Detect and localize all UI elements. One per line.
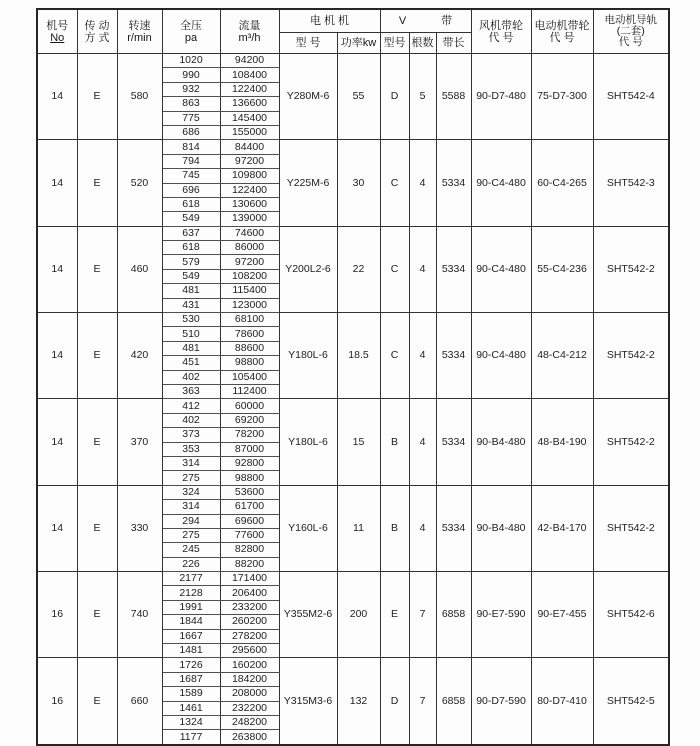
table-row: [37, 658, 669, 672]
cell-machine-no: 14: [37, 140, 77, 226]
header-vbelt-length: 带长: [436, 33, 471, 54]
cell-speed: 660: [117, 658, 162, 745]
cell-pressure: 549: [162, 269, 220, 283]
header-motor-model: 型 号: [279, 33, 337, 54]
cell-pressure: 579: [162, 255, 220, 269]
cell-motor-pulley-code: 42-B4-170: [531, 485, 593, 571]
cell-flow: 233200: [220, 600, 279, 614]
cell-pressure: 863: [162, 97, 220, 111]
cell-speed: 460: [117, 226, 162, 312]
cell-flow: 86000: [220, 241, 279, 255]
header-motor-rail: 电动机导轨 (二套) 代 号: [593, 9, 669, 54]
cell-flow: 69200: [220, 413, 279, 427]
cell-motor-pulley-code: 90-E7-455: [531, 572, 593, 658]
cell-flow: 208000: [220, 687, 279, 701]
cell-belt-count: 5: [409, 54, 436, 140]
cell-flow: 97200: [220, 255, 279, 269]
cell-fan-pulley-code: 90-C4-480: [471, 140, 531, 226]
cell-flow: 74600: [220, 226, 279, 240]
cell-motor-pulley-code: 48-C4-212: [531, 313, 593, 399]
cell-rail-code: SHT542-2: [593, 226, 669, 312]
cell-flow: 295600: [220, 644, 279, 658]
table-row: [37, 313, 669, 327]
cell-motor-model: Y160L-6: [279, 485, 337, 571]
table-row: [37, 226, 669, 240]
cell-motor-power: 15: [337, 399, 380, 485]
cell-belt-length: 6858: [436, 572, 471, 658]
cell-transmission: E: [77, 485, 117, 571]
table-row: [37, 572, 669, 586]
cell-motor-power: 22: [337, 226, 380, 312]
header-transmission: 传 动 方 式: [77, 9, 117, 54]
cell-rail-code: SHT542-6: [593, 572, 669, 658]
cell-pressure: 775: [162, 111, 220, 125]
cell-transmission: E: [77, 313, 117, 399]
cell-speed: 740: [117, 572, 162, 658]
cell-flow: 108200: [220, 269, 279, 283]
cell-pressure: 932: [162, 82, 220, 96]
cell-rail-code: SHT542-2: [593, 399, 669, 485]
cell-flow: 97200: [220, 154, 279, 168]
cell-belt-count: 4: [409, 485, 436, 571]
cell-flow: 155000: [220, 125, 279, 139]
table-row: [37, 399, 669, 413]
cell-pressure: 353: [162, 442, 220, 456]
cell-pressure: 481: [162, 284, 220, 298]
cell-flow: 139000: [220, 212, 279, 226]
cell-belt-length: 5334: [436, 399, 471, 485]
header-speed: 转速 r/min: [117, 9, 162, 54]
cell-machine-no: 14: [37, 54, 77, 140]
cell-pressure: 530: [162, 313, 220, 327]
cell-motor-power: 30: [337, 140, 380, 226]
cell-flow: 61700: [220, 500, 279, 514]
cell-belt-model: C: [380, 140, 409, 226]
cell-belt-model: E: [380, 572, 409, 658]
cell-speed: 370: [117, 399, 162, 485]
cell-motor-model: Y225M-6: [279, 140, 337, 226]
cell-motor-power: 11: [337, 485, 380, 571]
cell-belt-count: 4: [409, 399, 436, 485]
cell-belt-count: 4: [409, 313, 436, 399]
cell-speed: 520: [117, 140, 162, 226]
cell-belt-length: 6858: [436, 658, 471, 745]
cell-pressure: 696: [162, 183, 220, 197]
cell-transmission: E: [77, 226, 117, 312]
cell-transmission: E: [77, 140, 117, 226]
cell-pressure: 1177: [162, 730, 220, 745]
cell-speed: 580: [117, 54, 162, 140]
cell-motor-pulley-code: 75-D7-300: [531, 54, 593, 140]
cell-pressure: 402: [162, 370, 220, 384]
cell-rail-code: SHT542-2: [593, 313, 669, 399]
cell-flow: 78200: [220, 428, 279, 442]
cell-pressure: 794: [162, 154, 220, 168]
cell-belt-model: C: [380, 313, 409, 399]
cell-pressure: 745: [162, 169, 220, 183]
cell-speed: 420: [117, 313, 162, 399]
table-row: [37, 140, 669, 154]
cell-flow: 112400: [220, 384, 279, 398]
cell-pressure: 275: [162, 471, 220, 485]
header-vbelt-model: 型号: [380, 33, 409, 54]
cell-flow: 98800: [220, 471, 279, 485]
cell-pressure: 363: [162, 384, 220, 398]
cell-flow: 206400: [220, 586, 279, 600]
cell-pressure: 1589: [162, 687, 220, 701]
cell-belt-length: 5334: [436, 226, 471, 312]
header-vbelt-group: V 带: [380, 9, 471, 33]
cell-pressure: 275: [162, 528, 220, 542]
cell-transmission: E: [77, 572, 117, 658]
cell-fan-pulley-code: 90-D7-480: [471, 54, 531, 140]
cell-flow: 60000: [220, 399, 279, 413]
cell-flow: 82800: [220, 543, 279, 557]
cell-pressure: 412: [162, 399, 220, 413]
cell-transmission: E: [77, 658, 117, 745]
cell-belt-model: B: [380, 399, 409, 485]
cell-pressure: 226: [162, 557, 220, 571]
cell-pressure: 637: [162, 226, 220, 240]
cell-flow: 248200: [220, 715, 279, 729]
cell-pressure: 1020: [162, 54, 220, 68]
cell-machine-no: 16: [37, 658, 77, 745]
cell-rail-code: SHT542-4: [593, 54, 669, 140]
cell-belt-model: B: [380, 485, 409, 571]
cell-machine-no: 14: [37, 313, 77, 399]
cell-fan-pulley-code: 90-B4-480: [471, 485, 531, 571]
cell-motor-pulley-code: 80-D7-410: [531, 658, 593, 745]
header-pressure: 全压 pa: [162, 9, 220, 54]
header-motor-pulley: 电动机带轮 代 号: [531, 9, 593, 54]
cell-machine-no: 16: [37, 572, 77, 658]
cell-belt-count: 7: [409, 572, 436, 658]
cell-pressure: 1667: [162, 629, 220, 643]
cell-flow: 109800: [220, 169, 279, 183]
cell-belt-model: D: [380, 54, 409, 140]
cell-fan-pulley-code: 90-B4-480: [471, 399, 531, 485]
cell-flow: 260200: [220, 615, 279, 629]
cell-pressure: 431: [162, 298, 220, 312]
cell-flow: 171400: [220, 572, 279, 586]
cell-flow: 232200: [220, 701, 279, 715]
cell-motor-model: Y280M-6: [279, 54, 337, 140]
cell-rail-code: SHT542-3: [593, 140, 669, 226]
cell-transmission: E: [77, 54, 117, 140]
cell-belt-model: D: [380, 658, 409, 745]
cell-flow: 108400: [220, 68, 279, 82]
table-row: [37, 485, 669, 499]
cell-pressure: 1687: [162, 672, 220, 686]
cell-pressure: 314: [162, 500, 220, 514]
cell-flow: 145400: [220, 111, 279, 125]
cell-motor-pulley-code: 55-C4-236: [531, 226, 593, 312]
cell-flow: 115400: [220, 284, 279, 298]
cell-motor-model: Y315M3-6: [279, 658, 337, 745]
cell-flow: 98800: [220, 356, 279, 370]
cell-pressure: 2177: [162, 572, 220, 586]
cell-pressure: 324: [162, 485, 220, 499]
cell-speed: 330: [117, 485, 162, 571]
cell-belt-count: 4: [409, 226, 436, 312]
header-fan-pulley: 风机带轮 代 号: [471, 9, 531, 54]
cell-pressure: 549: [162, 212, 220, 226]
cell-pressure: 373: [162, 428, 220, 442]
cell-pressure: 2128: [162, 586, 220, 600]
cell-machine-no: 14: [37, 399, 77, 485]
cell-fan-pulley-code: 90-C4-480: [471, 313, 531, 399]
cell-pressure: 245: [162, 543, 220, 557]
cell-pressure: 990: [162, 68, 220, 82]
cell-flow: 84400: [220, 140, 279, 154]
cell-pressure: 814: [162, 140, 220, 154]
cell-pressure: 618: [162, 241, 220, 255]
cell-motor-power: 200: [337, 572, 380, 658]
header-vbelt-count: 根数: [409, 33, 436, 54]
cell-flow: 130600: [220, 197, 279, 211]
cell-pressure: 1991: [162, 600, 220, 614]
cell-motor-model: Y355M2-6: [279, 572, 337, 658]
cell-flow: 160200: [220, 658, 279, 672]
header-machine-no: 机号 No: [37, 9, 77, 54]
cell-pressure: 314: [162, 456, 220, 470]
cell-belt-count: 4: [409, 140, 436, 226]
cell-motor-model: Y180L-6: [279, 399, 337, 485]
cell-pressure: 402: [162, 413, 220, 427]
cell-belt-length: 5334: [436, 140, 471, 226]
cell-flow: 88600: [220, 341, 279, 355]
cell-pressure: 1726: [162, 658, 220, 672]
cell-flow: 53600: [220, 485, 279, 499]
spec-table-body: [37, 54, 669, 745]
cell-flow: 263800: [220, 730, 279, 745]
cell-motor-power: 132: [337, 658, 380, 745]
cell-flow: 105400: [220, 370, 279, 384]
cell-flow: 87000: [220, 442, 279, 456]
cell-fan-pulley-code: 90-E7-590: [471, 572, 531, 658]
cell-pressure: 686: [162, 125, 220, 139]
cell-fan-pulley-code: 90-C4-480: [471, 226, 531, 312]
cell-flow: 122400: [220, 82, 279, 96]
header-motor-power: 功率kw: [337, 33, 380, 54]
cell-machine-no: 14: [37, 226, 77, 312]
cell-pressure: 294: [162, 514, 220, 528]
cell-flow: 94200: [220, 54, 279, 68]
cell-flow: 136600: [220, 97, 279, 111]
cell-flow: 78600: [220, 327, 279, 341]
cell-rail-code: SHT542-2: [593, 485, 669, 571]
header-flow: 流量 m³/h: [220, 9, 279, 54]
cell-motor-pulley-code: 60-C4-265: [531, 140, 593, 226]
cell-belt-length: 5334: [436, 313, 471, 399]
cell-pressure: 451: [162, 356, 220, 370]
cell-flow: 68100: [220, 313, 279, 327]
cell-pressure: 618: [162, 197, 220, 211]
cell-flow: 122400: [220, 183, 279, 197]
cell-motor-power: 18.5: [337, 313, 380, 399]
cell-rail-code: SHT542-5: [593, 658, 669, 745]
cell-belt-length: 5588: [436, 54, 471, 140]
cell-flow: 92800: [220, 456, 279, 470]
cell-motor-power: 55: [337, 54, 380, 140]
cell-belt-model: C: [380, 226, 409, 312]
cell-pressure: 1324: [162, 715, 220, 729]
spec-table-header: [37, 9, 669, 54]
cell-flow: 77600: [220, 528, 279, 542]
spec-table: [36, 8, 670, 746]
cell-fan-pulley-code: 90-D7-590: [471, 658, 531, 745]
cell-flow: 123000: [220, 298, 279, 312]
cell-flow: 88200: [220, 557, 279, 571]
cell-belt-count: 7: [409, 658, 436, 745]
cell-pressure: 510: [162, 327, 220, 341]
cell-transmission: E: [77, 399, 117, 485]
cell-flow: 278200: [220, 629, 279, 643]
cell-machine-no: 14: [37, 485, 77, 571]
cell-pressure: 1461: [162, 701, 220, 715]
cell-flow: 69600: [220, 514, 279, 528]
cell-motor-model: Y180L-6: [279, 313, 337, 399]
cell-flow: 184200: [220, 672, 279, 686]
cell-pressure: 1844: [162, 615, 220, 629]
table-row: [37, 54, 669, 68]
cell-motor-pulley-code: 48-B4-190: [531, 399, 593, 485]
cell-pressure: 1481: [162, 644, 220, 658]
cell-pressure: 481: [162, 341, 220, 355]
cell-motor-model: Y200L2-6: [279, 226, 337, 312]
header-motor-group: 电 机 机: [279, 9, 380, 33]
cell-belt-length: 5334: [436, 485, 471, 571]
